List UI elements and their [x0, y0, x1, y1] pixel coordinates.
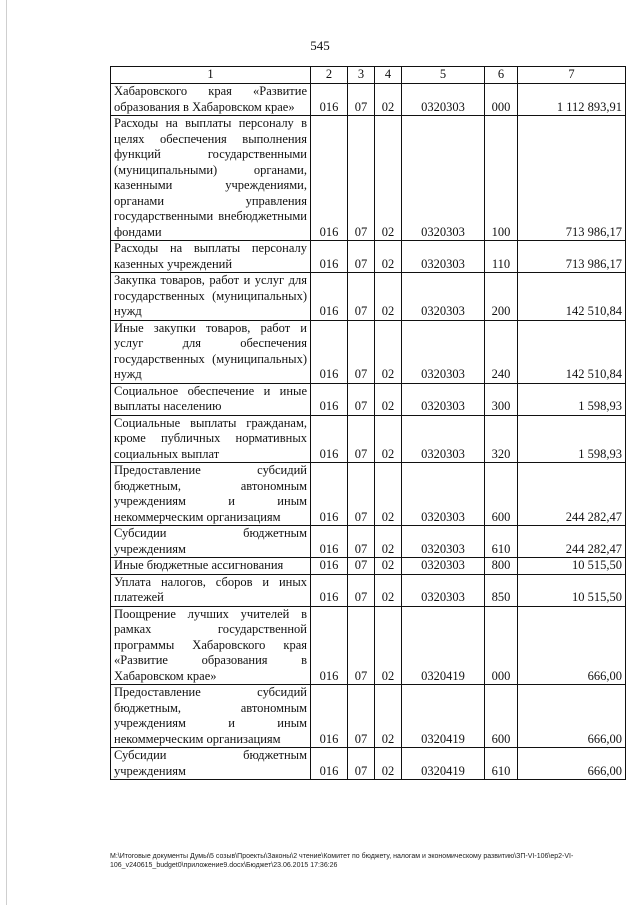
- amount-cell: 666,00: [518, 748, 626, 780]
- section-cell: 07: [348, 748, 375, 780]
- amount-cell: 666,00: [518, 685, 626, 748]
- subsection-cell: 02: [375, 685, 402, 748]
- target-article-cell: 0320303: [402, 84, 485, 116]
- target-article-cell: 0320303: [402, 241, 485, 273]
- amount-cell: 1 598,93: [518, 415, 626, 463]
- subsection-cell: 02: [375, 383, 402, 415]
- code-gr-cell: 016: [311, 463, 348, 526]
- amount-cell: 244 282,47: [518, 463, 626, 526]
- code-gr-cell: 016: [311, 526, 348, 558]
- item-name-cell: Расходы на выплаты персоналу в целях обеспечения выполнения функций государственными (муниципальными) органами, казенными учреждениями, органами управления государственными внебюджетными фондами: [111, 116, 311, 241]
- item-name-cell: Социальные выплаты гражданам, кроме публичных нормативных социальных выплат: [111, 415, 311, 463]
- column-header: 3: [348, 67, 375, 84]
- code-gr-cell: 016: [311, 685, 348, 748]
- amount-cell: 142 510,84: [518, 320, 626, 383]
- column-header: 7: [518, 67, 626, 84]
- target-article-cell: 0320419: [402, 748, 485, 780]
- code-gr-cell: 016: [311, 748, 348, 780]
- subsection-cell: 02: [375, 526, 402, 558]
- section-cell: 07: [348, 463, 375, 526]
- target-article-cell: 0320303: [402, 383, 485, 415]
- amount-cell: 713 986,17: [518, 116, 626, 241]
- file-path-footer: М:\Итоговые документы Думы\5 созыв\Проекты\Законы\2 чтение\Комитет по бюджету, налогам и экономическому развитию\ЗП-VI-106\ер2-VI-106_v240615_budget0\приложение9.docx\Бюджет\23.06.2015 17:36:26: [110, 853, 574, 869]
- table-row: [111, 116, 626, 241]
- amount-cell: 10 515,50: [518, 574, 626, 606]
- expense-type-cell: 600: [485, 685, 518, 748]
- table-row: [111, 606, 626, 685]
- subsection-cell: 02: [375, 84, 402, 116]
- budget-table: [110, 66, 626, 780]
- section-cell: 07: [348, 685, 375, 748]
- section-cell: 07: [348, 574, 375, 606]
- item-name-cell: Поощрение лучших учителей в рамках государственной программы Хабаровского края «Развитие образования в Хабаровском крае»: [111, 606, 311, 685]
- binding-edge: [6, 0, 7, 905]
- item-name-cell: Иные бюджетные ассигнования: [111, 558, 311, 575]
- item-name-cell: Хабаровского края «Развитие образования в Хабаровском крае»: [111, 84, 311, 116]
- expense-type-cell: 240: [485, 320, 518, 383]
- code-gr-cell: 016: [311, 273, 348, 321]
- expense-type-cell: 300: [485, 383, 518, 415]
- target-article-cell: 0320303: [402, 273, 485, 321]
- code-gr-cell: 016: [311, 574, 348, 606]
- table-row: [111, 558, 626, 575]
- expense-type-cell: 600: [485, 463, 518, 526]
- table-row: [111, 463, 626, 526]
- table-row: [111, 273, 626, 321]
- section-cell: 07: [348, 526, 375, 558]
- code-gr-cell: 016: [311, 415, 348, 463]
- table-row: [111, 84, 626, 116]
- target-article-cell: 0320303: [402, 574, 485, 606]
- code-gr-cell: 016: [311, 558, 348, 575]
- amount-cell: 142 510,84: [518, 273, 626, 321]
- item-name-cell: Уплата налогов, сборов и иных платежей: [111, 574, 311, 606]
- section-cell: 07: [348, 383, 375, 415]
- subsection-cell: 02: [375, 116, 402, 241]
- section-cell: 07: [348, 320, 375, 383]
- target-article-cell: 0320303: [402, 463, 485, 526]
- target-article-cell: 0320419: [402, 685, 485, 748]
- subsection-cell: 02: [375, 558, 402, 575]
- target-article-cell: 0320303: [402, 558, 485, 575]
- amount-cell: 1 598,93: [518, 383, 626, 415]
- target-article-cell: 0320303: [402, 320, 485, 383]
- section-cell: 07: [348, 241, 375, 273]
- item-name-cell: Субсидии бюджетным учреждениям: [111, 748, 311, 780]
- table-row: [111, 383, 626, 415]
- section-cell: 07: [348, 415, 375, 463]
- table-row: [111, 526, 626, 558]
- amount-cell: 1 112 893,91: [518, 84, 626, 116]
- section-cell: 07: [348, 558, 375, 575]
- amount-cell: 10 515,50: [518, 558, 626, 575]
- column-header: 6: [485, 67, 518, 84]
- section-cell: 07: [348, 116, 375, 241]
- page-number: 545: [310, 38, 330, 53]
- subsection-cell: 02: [375, 273, 402, 321]
- expense-type-cell: 320: [485, 415, 518, 463]
- section-cell: 07: [348, 273, 375, 321]
- table-row: [111, 241, 626, 273]
- section-cell: 07: [348, 606, 375, 685]
- column-header: 5: [402, 67, 485, 84]
- table-row: [111, 574, 626, 606]
- expense-type-cell: 000: [485, 606, 518, 685]
- item-name-cell: Субсидии бюджетным учреждениям: [111, 526, 311, 558]
- code-gr-cell: 016: [311, 116, 348, 241]
- target-article-cell: 0320419: [402, 606, 485, 685]
- table-row: [111, 320, 626, 383]
- subsection-cell: 02: [375, 463, 402, 526]
- item-name-cell: Расходы на выплаты персоналу казенных учреждений: [111, 241, 311, 273]
- item-name-cell: Социальное обеспечение и иные выплаты населению: [111, 383, 311, 415]
- code-gr-cell: 016: [311, 84, 348, 116]
- target-article-cell: 0320303: [402, 116, 485, 241]
- expense-type-cell: 610: [485, 748, 518, 780]
- item-name-cell: Закупка товаров, работ и услуг для государственных (муниципальных) нужд: [111, 273, 311, 321]
- column-header: 2: [311, 67, 348, 84]
- subsection-cell: 02: [375, 606, 402, 685]
- column-header: 1: [111, 67, 311, 84]
- table-row: [111, 748, 626, 780]
- subsection-cell: 02: [375, 241, 402, 273]
- expense-type-cell: 110: [485, 241, 518, 273]
- code-gr-cell: 016: [311, 241, 348, 273]
- expense-type-cell: 800: [485, 558, 518, 575]
- table-header-row: [111, 67, 626, 84]
- subsection-cell: 02: [375, 415, 402, 463]
- item-name-cell: Иные закупки товаров, работ и услуг для обеспечения государственных (муниципальных) нужд: [111, 320, 311, 383]
- amount-cell: 244 282,47: [518, 526, 626, 558]
- target-article-cell: 0320303: [402, 415, 485, 463]
- table-row: [111, 415, 626, 463]
- column-header: 4: [375, 67, 402, 84]
- code-gr-cell: 016: [311, 606, 348, 685]
- table-row: [111, 685, 626, 748]
- code-gr-cell: 016: [311, 383, 348, 415]
- expense-type-cell: 000: [485, 84, 518, 116]
- amount-cell: 666,00: [518, 606, 626, 685]
- amount-cell: 713 986,17: [518, 241, 626, 273]
- item-name-cell: Предоставление субсидий бюджетным, автономным учреждениям и иным некоммерческим организациям: [111, 463, 311, 526]
- subsection-cell: 02: [375, 574, 402, 606]
- item-name-cell: Предоставление субсидий бюджетным, автономным учреждениям и иным некоммерческим организациям: [111, 685, 311, 748]
- subsection-cell: 02: [375, 748, 402, 780]
- expense-type-cell: 100: [485, 116, 518, 241]
- code-gr-cell: 016: [311, 320, 348, 383]
- target-article-cell: 0320303: [402, 526, 485, 558]
- section-cell: 07: [348, 84, 375, 116]
- subsection-cell: 02: [375, 320, 402, 383]
- expense-type-cell: 610: [485, 526, 518, 558]
- expense-type-cell: 200: [485, 273, 518, 321]
- expense-type-cell: 850: [485, 574, 518, 606]
